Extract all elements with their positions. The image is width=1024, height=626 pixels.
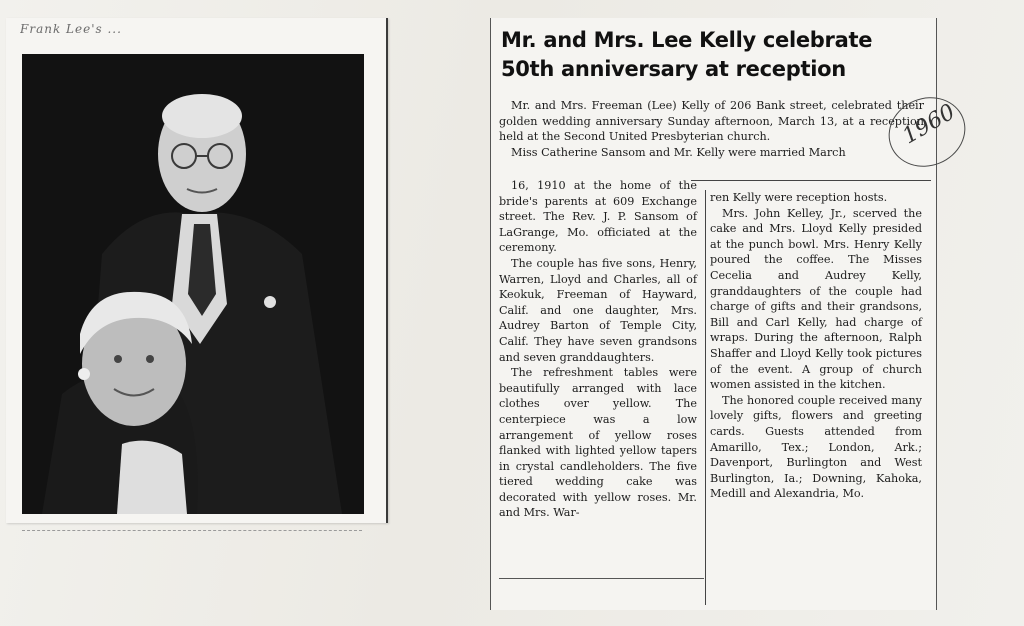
column-end-rule xyxy=(499,578,704,579)
col2-paragraph: The honored couple received many lovely gifts, flowers and greeting cards. Guests attended from Amarillo, Tex.; London, Ark.; Davenport, Burlington and West Burlington, Ia.; Downing, Kahoka, Medill and Alexandria, Mo. xyxy=(710,393,922,501)
lead-paragraph-2: Miss Catherine Sansom and Mr. Kelly were married March xyxy=(511,145,846,159)
article-column-2 xyxy=(705,190,922,605)
couple-photo-drawing xyxy=(22,54,364,514)
headline-line-1: Mr. and Mrs. Lee Kelly celebrate xyxy=(501,28,873,52)
newspaper-article xyxy=(490,18,937,610)
col2-paragraph: ren Kelly were reception hosts. xyxy=(710,191,888,204)
photo-clipping xyxy=(6,18,388,523)
col1-paragraph: The couple has five sons, Henry, Warren, Lloyd and Charles, all of Keokuk, Freeman of Hayward, Calif. and one daughter, Mrs. Audrey Barton of Temple City, Calif. They have seven grandsons and seven granddaughters. xyxy=(499,256,697,364)
article-headline xyxy=(501,26,921,84)
col1-paragraph: The refreshment tables were beautifully arranged with lace clothes over yellow. The centerpiece was a low arrangement of yellow roses flanked with lighted yellow tapers in crystal candleholders. The five tiered wedding cake was decorated with yellow roses. Mr. and Mrs. War- xyxy=(499,366,697,520)
handwritten-scrawl: Frank Lee's ... xyxy=(20,22,122,36)
couple-photo xyxy=(22,54,364,514)
photo-bottom-rule xyxy=(22,530,362,531)
col1-paragraph: 16, 1910 at the home of the bride's parents at 609 Exchange street. The Rev. J. P. Sansom of LaGrange, Mo. officiated at the ceremony. xyxy=(499,179,697,255)
col2-paragraph: Mrs. John Kelley, Jr., scerved the cake and Mrs. Lloyd Kelly presided at the punch bowl. Mrs. Henry Kelly poured the coffee. The Misses Cecelia and Audrey Kelly, granddaughters of the couple had charge of gifts and their grandsons, Bill and Carl Kelly, had charge of wraps. During the afternoon, Ralph Shaffer and Lloyd Kelly took pictures of the event. A group of church women assisted in the kitchen. xyxy=(710,206,922,392)
article-lead xyxy=(499,98,924,160)
headline-line-2: 50th anniversary at reception xyxy=(501,57,846,81)
column-split-rule xyxy=(691,180,931,181)
lead-paragraph-1: Mr. and Mrs. Freeman (Lee) Kelly of 206 Bank street, celebrated their golden wedding anniversary Sunday afternoon, March 13, at a reception held at the Second United Presbyterian church. xyxy=(499,99,924,144)
handwritten-year: 1960 xyxy=(898,99,960,150)
article-column-1 xyxy=(499,178,697,521)
